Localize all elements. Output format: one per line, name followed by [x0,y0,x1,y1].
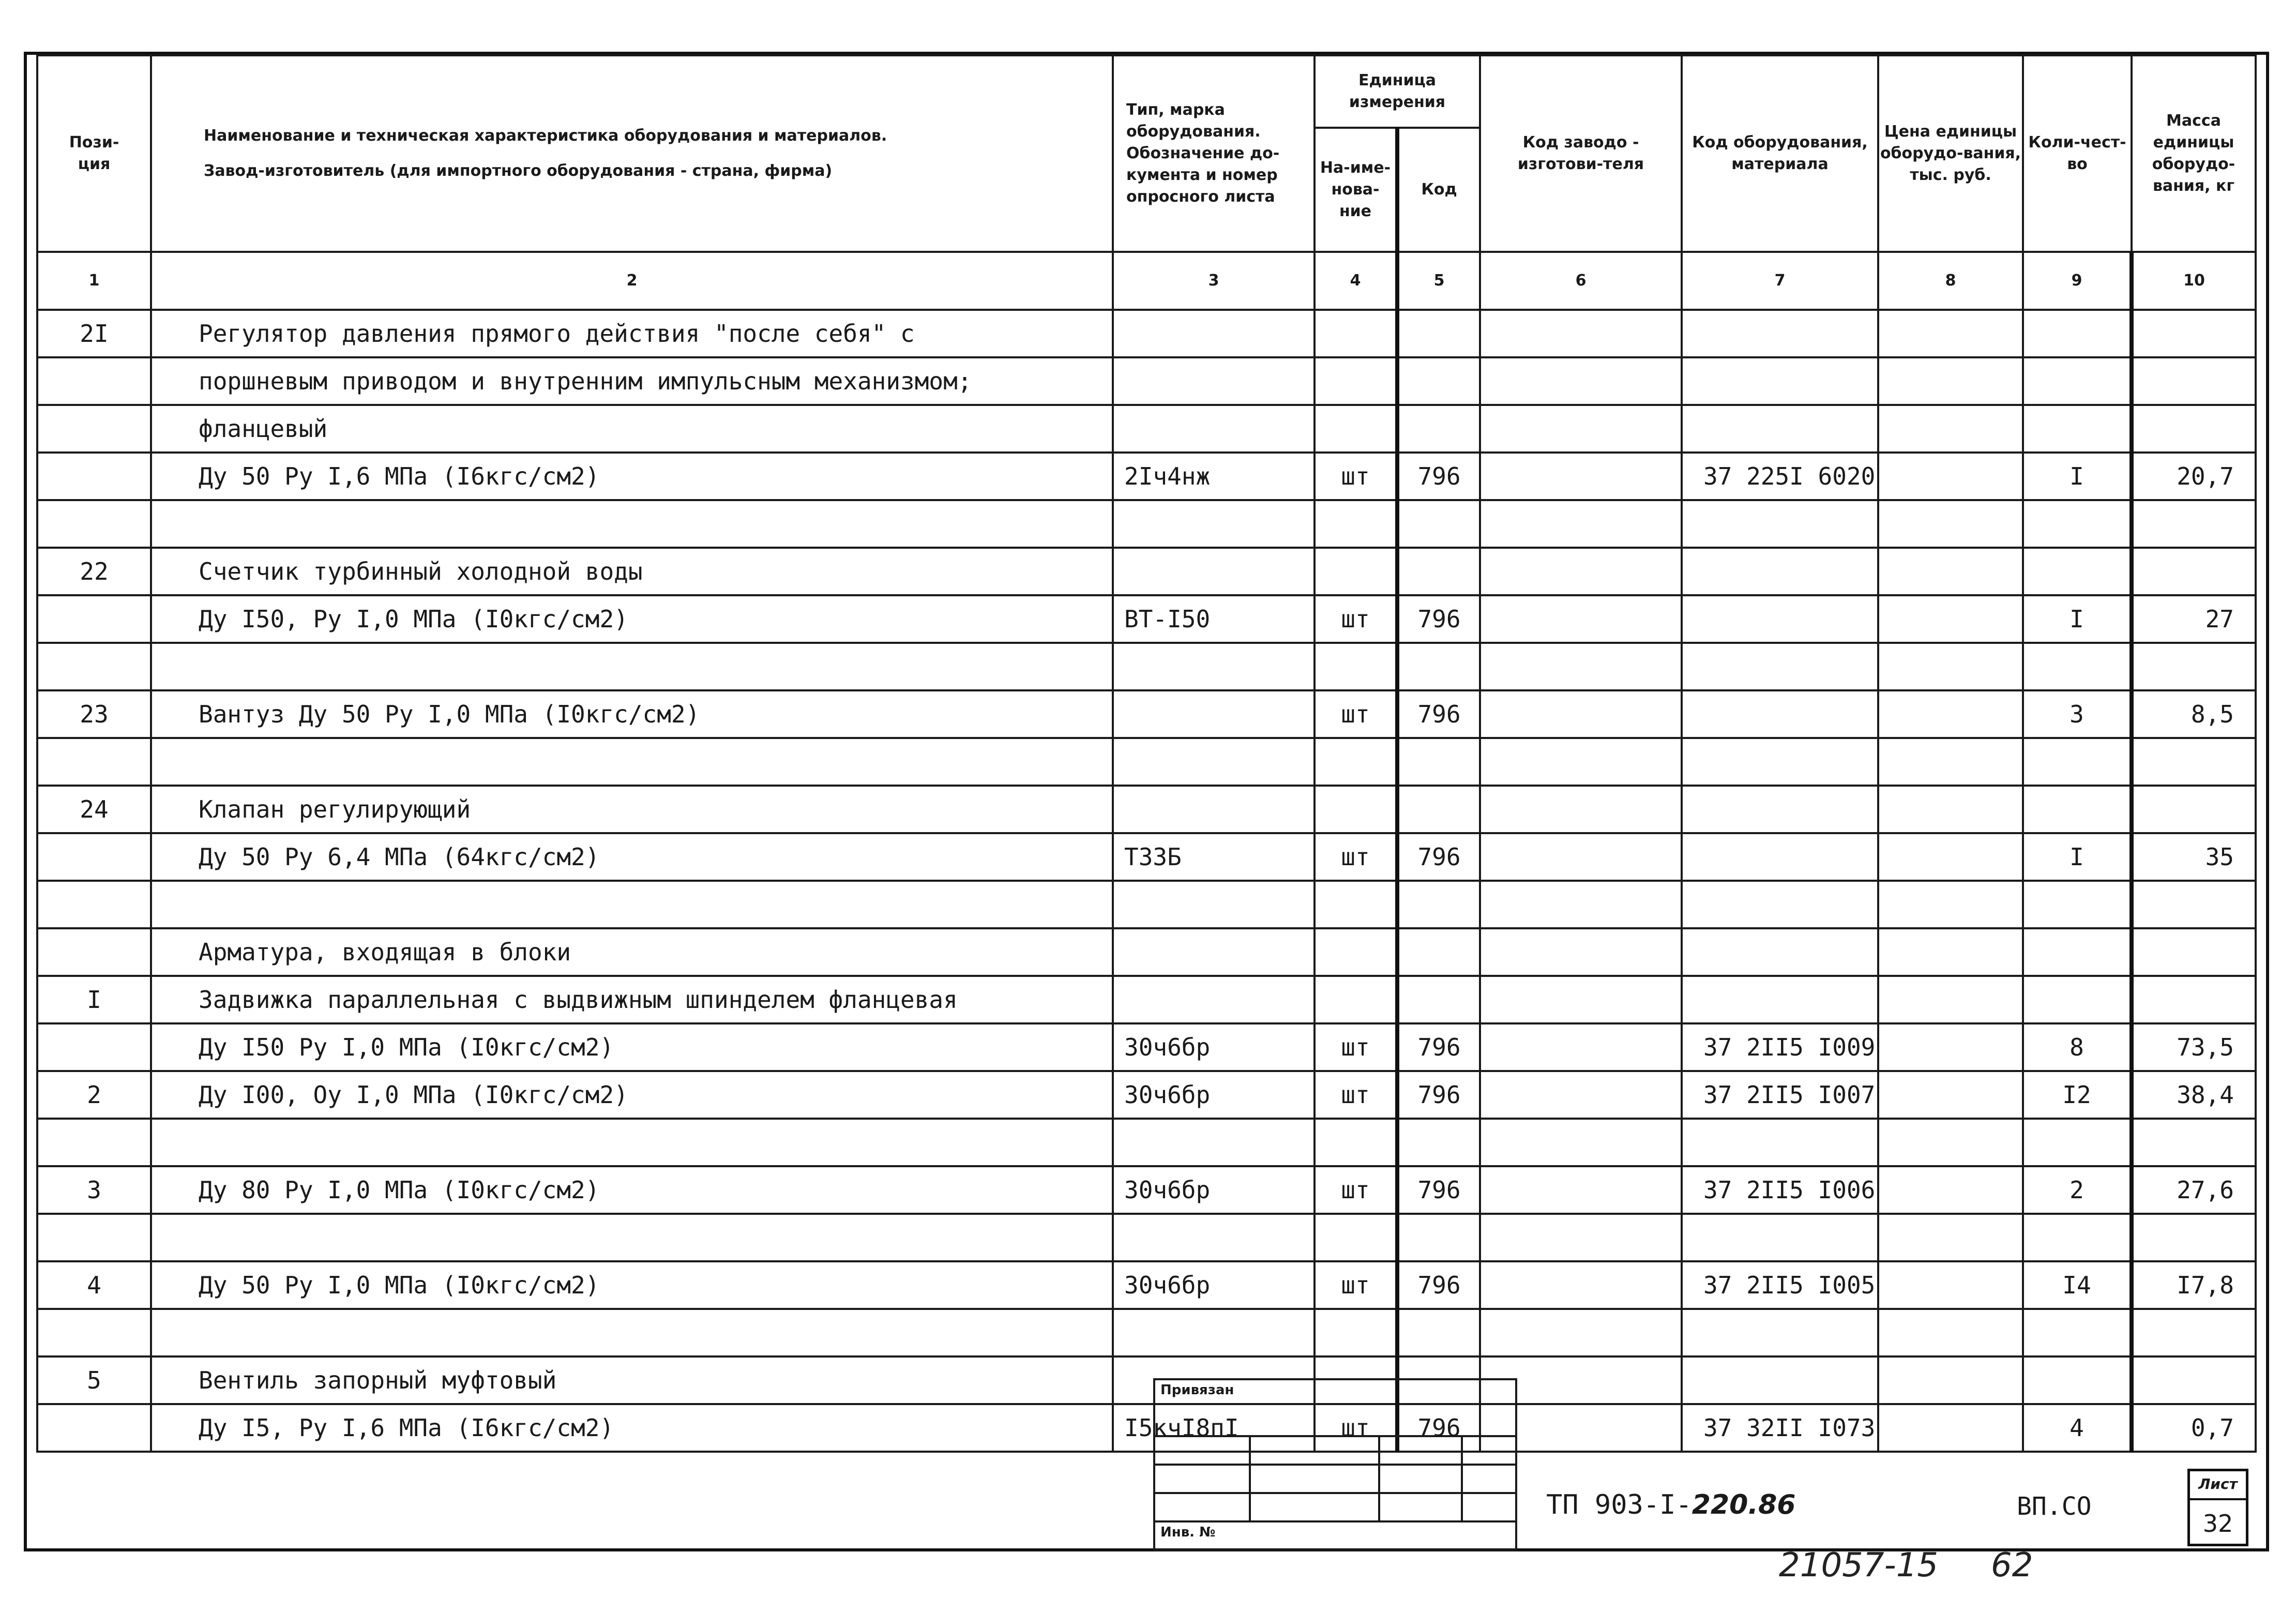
table-row [37,786,2256,833]
mass-cell: 27 [2132,595,2256,643]
plant-code-cell [1480,1071,1682,1119]
header-name-line1: Наименование и техническая характеристика оборудования и материалов. [204,127,887,145]
equipment-code-cell [1682,643,1878,690]
quantity-cell: I [2023,595,2132,643]
archive-number: 21057-15 [1779,1546,1939,1585]
type-cell [1113,881,1315,928]
plant-code-cell [1480,453,1682,500]
table-row [37,1119,2256,1166]
quantity-cell [2023,786,2132,833]
table-row [37,1356,2256,1404]
unit-code-cell [1397,881,1480,928]
section-code: ВП.СО [2017,1492,2092,1521]
header-type: Тип, марка оборудования. Обозначение до-кумента и номер опросного листа [1113,55,1315,252]
type-cell [1113,1309,1315,1356]
name-cell: Ду 50 Ру 6,4 МПа (64кгс/см2) [151,833,1113,881]
table-row [37,1309,2256,1356]
type-cell [1113,405,1315,453]
equipment-code-cell [1682,1119,1878,1166]
price-cell [1878,1071,2023,1119]
plant-code-cell [1480,881,1682,928]
equipment-code-cell [1682,1214,1878,1261]
name-cell: Ду 50 Ру I,0 МПа (I0кгс/см2) [151,1261,1113,1309]
plant-code-cell [1480,643,1682,690]
quantity-cell [2023,928,2132,976]
plant-code-cell [1480,405,1682,453]
unit-name-cell: шт [1315,1404,1397,1452]
quantity-cell [2023,500,2132,548]
unit-name-cell [1315,928,1397,976]
name-cell [151,643,1113,690]
quantity-cell [2023,1119,2132,1166]
plant-code-cell [1480,976,1682,1023]
mass-cell [2132,500,2256,548]
type-cell [1113,1214,1315,1261]
type-cell [1113,786,1315,833]
type-cell [1113,310,1315,357]
position-cell: 3 [37,1166,151,1214]
table-row [37,1404,2256,1452]
position-cell [37,1309,151,1356]
col-number: 10 [2132,252,2256,310]
mass-cell: 20,7 [2132,453,2256,500]
header-price: Цена единицы оборудо-вания, тыс. руб. [1878,55,2023,252]
unit-code-cell: 796 [1397,1023,1480,1071]
sheet-number: 32 [2202,1510,2233,1537]
mass-cell: I7,8 [2132,1261,2256,1309]
unit-code-cell [1397,1119,1480,1166]
type-cell: 2Iч4нж [1113,453,1315,500]
unit-code-cell [1397,310,1480,357]
equipment-code-cell [1682,595,1878,643]
equipment-code-cell: 37 225I 6020 [1682,453,1878,500]
price-cell [1878,1404,2023,1452]
approval-stamp [1153,1378,1517,1551]
specification-table [36,54,2257,1453]
header-equipment-code: Код оборудования, материала [1682,55,1878,252]
col-number: 4 [1315,252,1397,310]
name-cell: фланцевый [151,405,1113,453]
unit-code-cell: 796 [1397,833,1480,881]
table-row [37,548,2256,595]
col-number: 8 [1878,252,2023,310]
header-name-line2: Завод-изготовитель (для импортного оборудования - страна, фирма) [204,162,833,180]
table-row [37,833,2256,881]
table-row [37,357,2256,405]
mass-cell [2132,1356,2256,1404]
equipment-code-cell: 37 2II5 I009 [1682,1023,1878,1071]
type-cell [1113,500,1315,548]
plant-code-cell [1480,928,1682,976]
equipment-code-cell [1682,548,1878,595]
type-cell: I5кчI8пI [1113,1404,1315,1452]
header-position: Пози- ция [37,55,151,252]
mass-cell: 0,7 [2132,1404,2256,1452]
price-cell [1878,881,2023,928]
name-cell: Ду 80 Ру I,0 МПа (I0кгс/см2) [151,1166,1113,1214]
unit-code-cell: 796 [1397,1404,1480,1452]
plant-code-cell [1480,595,1682,643]
price-cell [1878,1166,2023,1214]
price-cell [1878,643,2023,690]
plant-code-cell [1480,310,1682,357]
header-quantity: Коли-чест-во [2023,55,2132,252]
type-cell: Т33Б [1113,833,1315,881]
quantity-cell [2023,976,2132,1023]
quantity-cell [2023,1356,2132,1404]
plant-code-cell [1480,690,1682,738]
name-cell: Ду I50 Ру I,0 МПа (I0кгс/см2) [151,1023,1113,1071]
quantity-cell: 4 [2023,1404,2132,1452]
plant-code-cell [1480,738,1682,786]
table-row [37,1071,2256,1119]
unit-name-cell [1315,500,1397,548]
unit-code-cell: 796 [1397,595,1480,643]
table-row [37,881,2256,928]
type-cell [1113,928,1315,976]
header-unit-group: Единица измерения [1315,55,1480,128]
header-unit-name: На-име-нова-ние [1315,128,1397,252]
unit-name-cell [1315,1309,1397,1356]
name-cell [151,500,1113,548]
mass-cell: 8,5 [2132,690,2256,738]
price-cell [1878,786,2023,833]
table-row [37,738,2256,786]
document-prefix: ТП 903-I- [1546,1489,1692,1520]
equipment-code-cell [1682,310,1878,357]
price-cell [1878,690,2023,738]
equipment-code-cell: 37 32II I073 [1682,1404,1878,1452]
name-cell: Ду I00, Оу I,0 МПа (I0кгс/см2) [151,1071,1113,1119]
type-cell [1113,643,1315,690]
unit-code-cell: 796 [1397,1071,1480,1119]
page-number: 62 [1991,1546,2033,1585]
name-cell: Вантуз Ду 50 Ру I,0 МПа (I0кгс/см2) [151,690,1113,738]
position-cell: 2 [37,1071,151,1119]
quantity-cell [2023,548,2132,595]
plant-code-cell [1480,1214,1682,1261]
table-row [37,976,2256,1023]
mass-cell [2132,405,2256,453]
unit-code-cell: 796 [1397,1166,1480,1214]
quantity-cell: 8 [2023,1023,2132,1071]
quantity-cell: 2 [2023,1166,2132,1214]
mass-cell [2132,738,2256,786]
plant-code-cell [1480,786,1682,833]
name-cell: Ду 50 Ру I,6 МПа (I6кгс/см2) [151,453,1113,500]
equipment-code-cell: 37 2II5 I006 [1682,1166,1878,1214]
quantity-cell [2023,310,2132,357]
name-cell: Счетчик турбинный холодной воды [151,548,1113,595]
col-number: 2 [151,252,1113,310]
position-cell: I [37,976,151,1023]
table-row [37,310,2256,357]
col-number: 6 [1480,252,1682,310]
table-row [37,1214,2256,1261]
mass-cell: 35 [2132,833,2256,881]
table-row [37,1023,2256,1071]
type-cell: 30ч6бр [1113,1023,1315,1071]
table-row [37,928,2256,976]
name-cell: Регулятор давления прямого действия "после себя" с [151,310,1113,357]
position-cell [37,1214,151,1261]
header-number-row [37,252,2256,310]
table-row [37,643,2256,690]
equipment-code-cell [1682,928,1878,976]
unit-name-cell: шт [1315,833,1397,881]
name-cell [151,1214,1113,1261]
position-cell: 24 [37,786,151,833]
mass-cell [2132,1214,2256,1261]
col-number: 9 [2023,252,2132,310]
position-cell [37,595,151,643]
equipment-code-cell [1682,833,1878,881]
unit-name-cell [1315,405,1397,453]
col-number: 7 [1682,252,1878,310]
price-cell [1878,310,2023,357]
unit-name-cell: шт [1315,690,1397,738]
document-number [1546,1489,1795,1520]
price-cell [1878,1214,2023,1261]
unit-name-cell: шт [1315,1261,1397,1309]
quantity-cell: I [2023,453,2132,500]
price-cell [1878,1023,2023,1071]
price-cell [1878,1119,2023,1166]
sheet-number-box [2187,1469,2248,1546]
position-cell: 4 [37,1261,151,1309]
unit-name-cell [1315,976,1397,1023]
unit-name-cell: шт [1315,453,1397,500]
position-cell [37,357,151,405]
mass-cell [2132,548,2256,595]
plant-code-cell [1480,833,1682,881]
type-cell [1113,690,1315,738]
position-cell [37,738,151,786]
table-row [37,500,2256,548]
name-cell: Клапан регулирующий [151,786,1113,833]
mass-cell [2132,310,2256,357]
position-cell [37,1404,151,1452]
type-cell [1113,738,1315,786]
equipment-code-cell [1682,1309,1878,1356]
header-name [151,55,1113,252]
plant-code-cell [1480,500,1682,548]
unit-name-cell: шт [1315,1071,1397,1119]
price-cell [1878,976,2023,1023]
type-cell: 30ч6бр [1113,1166,1315,1214]
name-cell: Ду I50, Ру I,0 МПа (I0кгс/см2) [151,595,1113,643]
sheet-label: Лист [2190,1471,2246,1500]
bound-label: Привязан [1154,1379,1516,1436]
mass-cell [2132,357,2256,405]
type-cell: 30ч6бр [1113,1071,1315,1119]
unit-name-cell [1315,310,1397,357]
table-row [37,1166,2256,1214]
position-cell [37,928,151,976]
unit-name-cell [1315,738,1397,786]
unit-name-cell [1315,1214,1397,1261]
plant-code-cell [1480,1119,1682,1166]
name-cell [151,881,1113,928]
price-cell [1878,548,2023,595]
table-row [37,405,2256,453]
table-row [37,1261,2256,1309]
plant-code-cell [1480,548,1682,595]
name-cell: Ду I5, Ру I,6 МПа (I6кгс/см2) [151,1404,1113,1452]
unit-name-cell [1315,548,1397,595]
mass-cell [2132,1309,2256,1356]
mass-cell: 38,4 [2132,1071,2256,1119]
col-number: 3 [1113,252,1315,310]
price-cell [1878,357,2023,405]
equipment-code-cell: 37 2II5 I007 [1682,1071,1878,1119]
position-cell [37,1023,151,1071]
unit-code-cell [1397,548,1480,595]
unit-name-cell: шт [1315,1023,1397,1071]
price-cell [1878,405,2023,453]
quantity-cell [2023,881,2132,928]
table-row [37,595,2256,643]
equipment-code-cell [1682,881,1878,928]
plant-code-cell [1480,1023,1682,1071]
quantity-cell [2023,1309,2132,1356]
unit-name-cell [1315,881,1397,928]
unit-name-cell: шт [1315,1166,1397,1214]
table-row [37,453,2256,500]
plant-code-cell [1480,1261,1682,1309]
mass-cell: 27,6 [2132,1166,2256,1214]
unit-code-cell [1397,786,1480,833]
price-cell [1878,595,2023,643]
type-cell [1113,976,1315,1023]
header-unit-code: Код [1397,128,1480,252]
unit-code-cell: 796 [1397,453,1480,500]
equipment-code-cell [1682,357,1878,405]
type-cell [1113,1119,1315,1166]
unit-code-cell [1397,976,1480,1023]
price-cell [1878,928,2023,976]
equipment-code-cell [1682,738,1878,786]
col-number: 5 [1397,252,1480,310]
position-cell: 2I [37,310,151,357]
equipment-code-cell [1682,1356,1878,1404]
quantity-cell [2023,738,2132,786]
plant-code-cell [1480,357,1682,405]
mass-cell [2132,976,2256,1023]
equipment-code-cell [1682,786,1878,833]
unit-code-cell [1397,738,1480,786]
position-cell [37,405,151,453]
table-row [37,690,2256,738]
mass-cell: 73,5 [2132,1023,2256,1071]
col-number: 1 [37,252,151,310]
quantity-cell: I2 [2023,1071,2132,1119]
mass-cell [2132,786,2256,833]
inventory-label: Инв. № [1154,1521,1516,1550]
position-cell: 22 [37,548,151,595]
header-plant-code: Код заводо - изготови-теля [1480,55,1682,252]
quantity-cell: I [2023,833,2132,881]
position-cell [37,833,151,881]
mass-cell [2132,1119,2256,1166]
price-cell [1878,500,2023,548]
price-cell [1878,1309,2023,1356]
name-cell: поршневым приводом и внутренним импульсным механизмом; [151,357,1113,405]
mass-cell [2132,881,2256,928]
quantity-cell [2023,643,2132,690]
type-cell: ВТ-I50 [1113,595,1315,643]
type-cell [1113,357,1315,405]
plant-code-cell [1480,1309,1682,1356]
unit-code-cell: 796 [1397,690,1480,738]
unit-name-cell [1315,786,1397,833]
unit-code-cell: 796 [1397,1261,1480,1309]
type-cell [1113,548,1315,595]
equipment-code-cell [1682,690,1878,738]
equipment-code-cell [1682,405,1878,453]
equipment-code-cell: 37 2II5 I005 [1682,1261,1878,1309]
position-cell [37,500,151,548]
price-cell [1878,1261,2023,1309]
unit-code-cell [1397,405,1480,453]
quantity-cell: I4 [2023,1261,2132,1309]
quantity-cell [2023,357,2132,405]
quantity-cell [2023,405,2132,453]
mass-cell [2132,928,2256,976]
unit-code-cell [1397,643,1480,690]
type-cell: 30ч6бр [1113,1261,1315,1309]
position-cell: 5 [37,1356,151,1404]
specification-body [37,310,2256,1452]
name-cell: Арматура, входящая в блоки [151,928,1113,976]
position-cell [37,643,151,690]
position-cell [37,881,151,928]
equipment-code-cell [1682,976,1878,1023]
price-cell [1878,453,2023,500]
unit-code-cell [1397,500,1480,548]
name-cell: Задвижка параллельная с выдвижным шпинделем фланцевая [151,976,1113,1023]
unit-code-cell [1397,928,1480,976]
name-cell [151,738,1113,786]
mass-cell [2132,643,2256,690]
quantity-cell: 3 [2023,690,2132,738]
unit-name-cell [1315,643,1397,690]
position-cell: 23 [37,690,151,738]
unit-name-cell: шт [1315,595,1397,643]
unit-name-cell [1315,357,1397,405]
position-cell [37,1119,151,1166]
unit-code-cell [1397,1309,1480,1356]
unit-code-cell [1397,357,1480,405]
price-cell [1878,833,2023,881]
unit-code-cell [1397,1214,1480,1261]
unit-name-cell [1315,1119,1397,1166]
name-cell: Вентиль запорный муфтовый [151,1356,1113,1404]
quantity-cell [2023,1214,2132,1261]
plant-code-cell [1480,1166,1682,1214]
equipment-code-cell [1682,500,1878,548]
name-cell [151,1309,1113,1356]
price-cell [1878,1356,2023,1404]
price-cell [1878,738,2023,786]
header-mass: Масса единицы оборудо-вания, кг [2132,55,2256,252]
document-suffix: 220.86 [1691,1489,1796,1520]
name-cell [151,1119,1113,1166]
position-cell [37,453,151,500]
